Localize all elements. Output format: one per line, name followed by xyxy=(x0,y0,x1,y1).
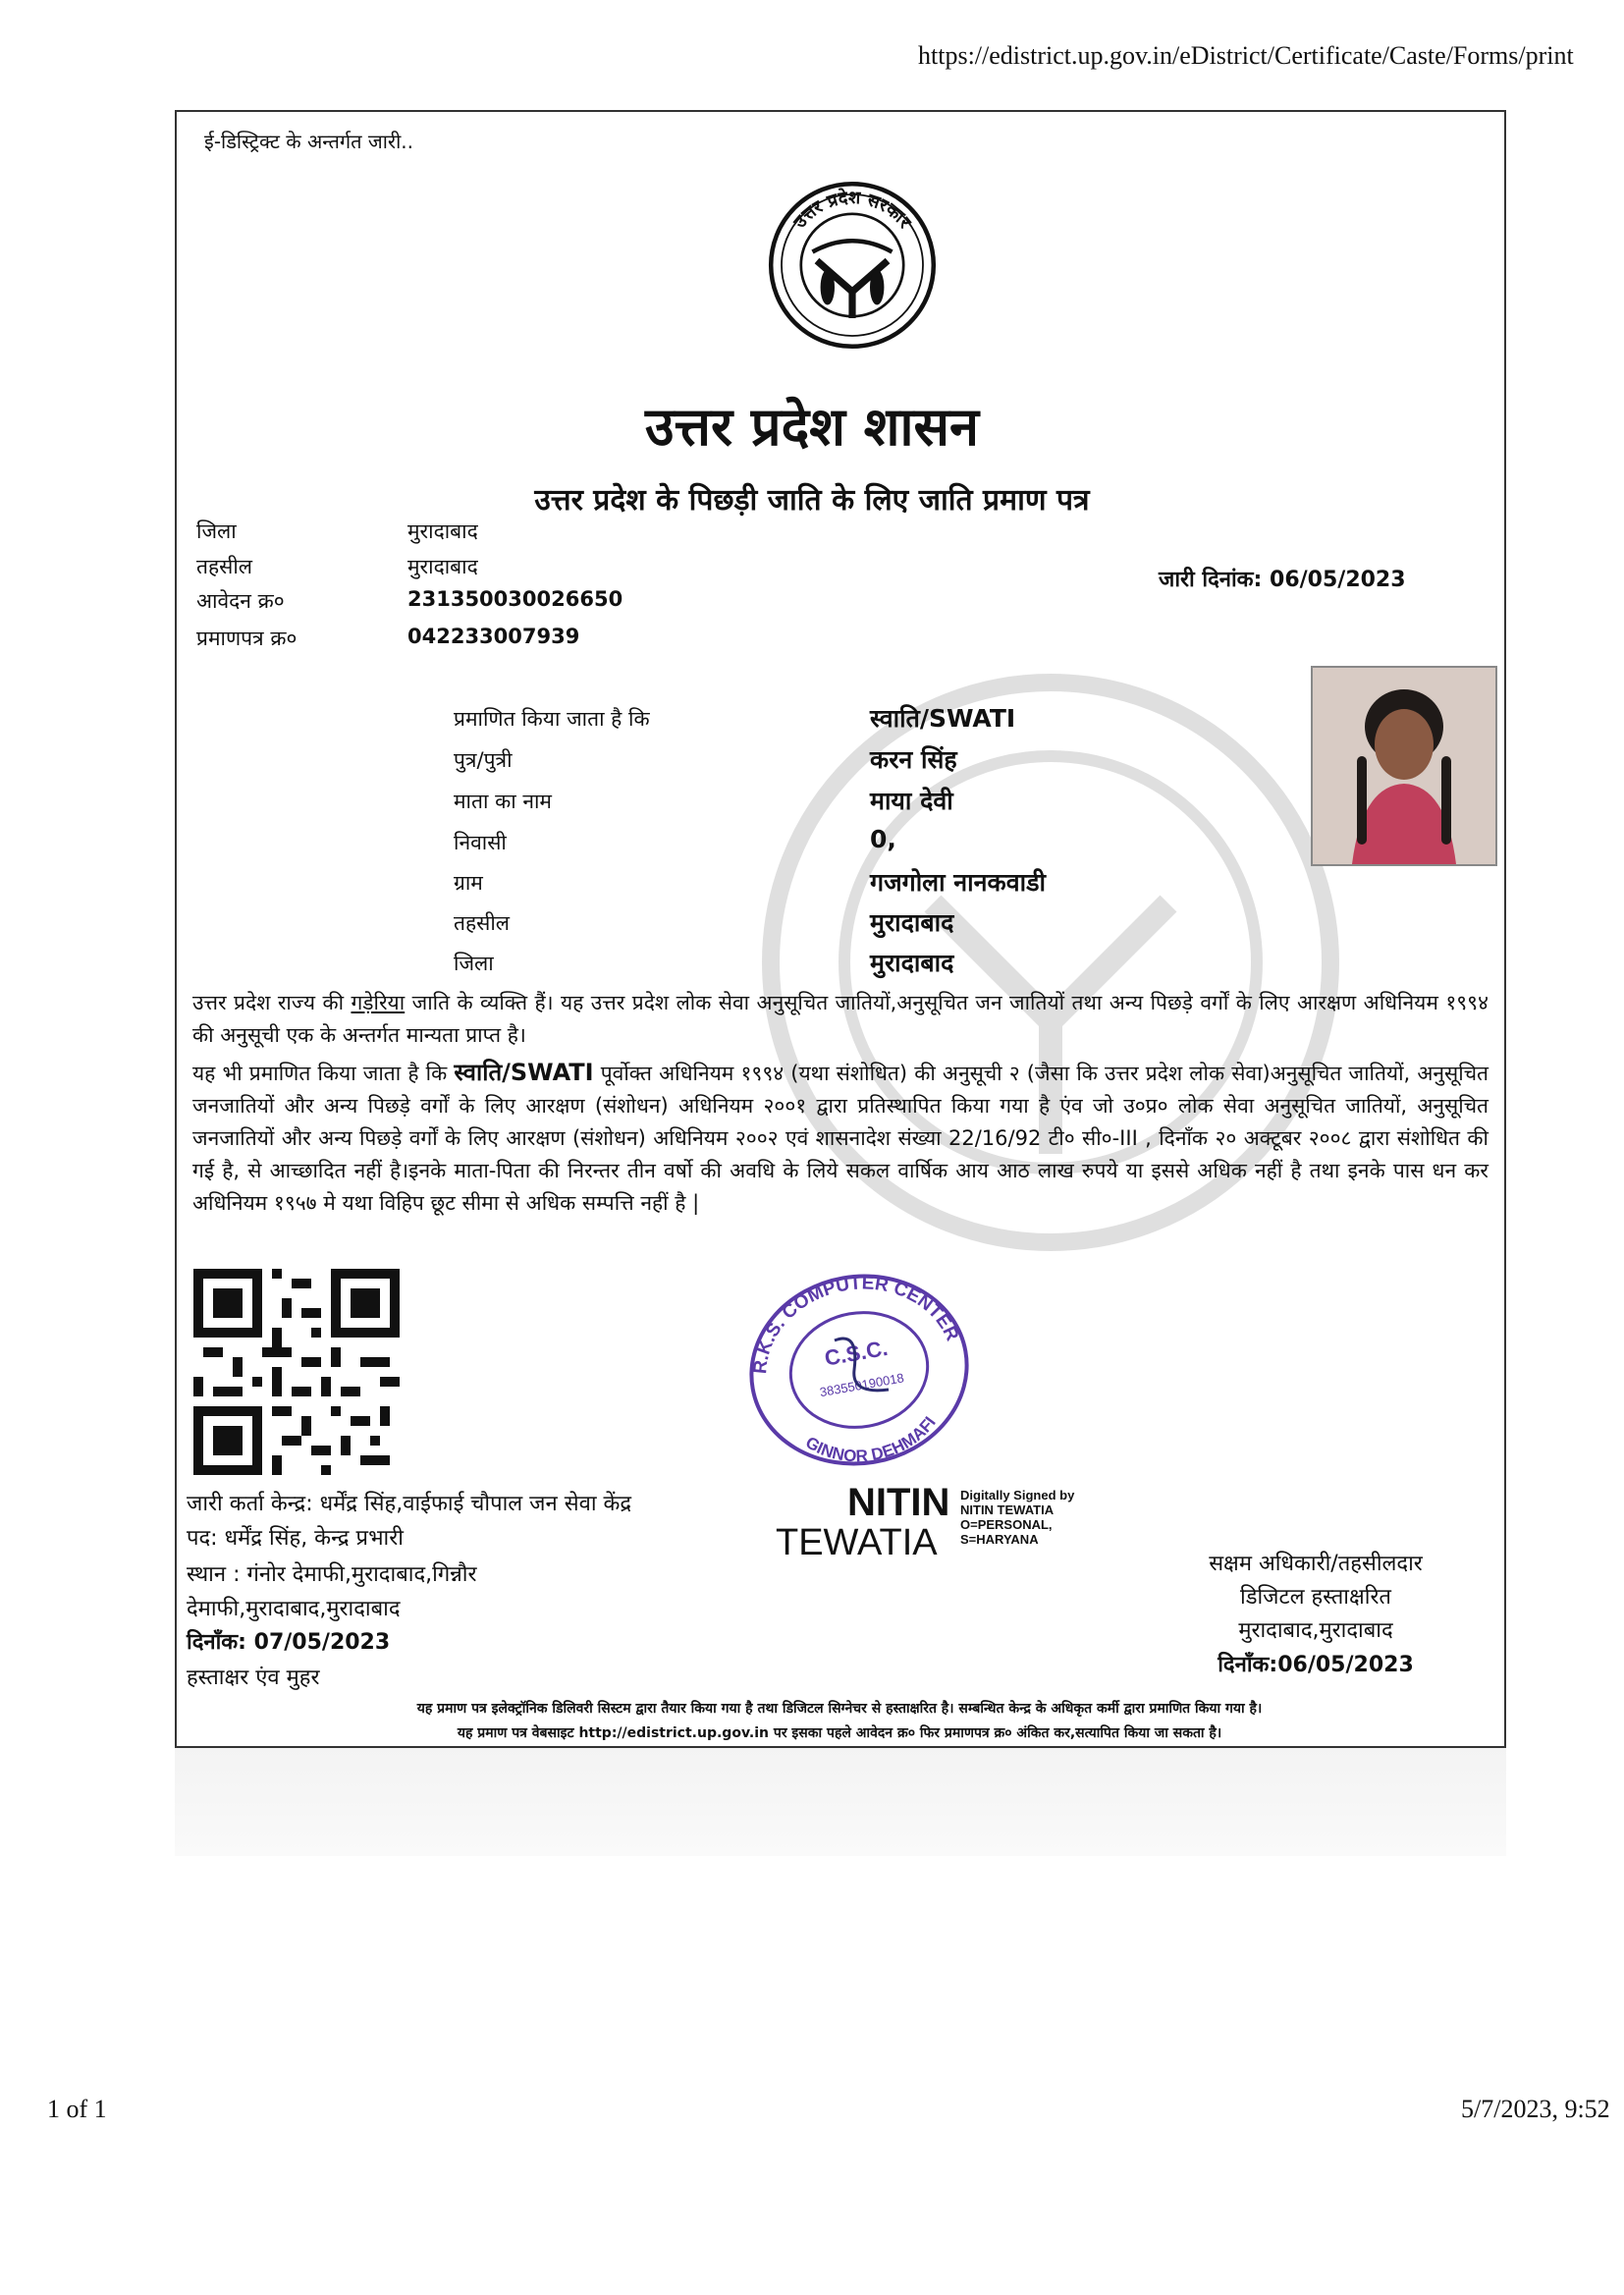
village-label: ग्राम xyxy=(454,871,483,895)
stamp-bottom-text: GINNOR DEHMAFI xyxy=(802,1413,940,1466)
issuer-center: जारी कर्ता केन्द्र: धर्मेंद्र सिंह,वाईफाई चौपाल जन सेवा केंद्र xyxy=(187,1492,632,1516)
caste-paragraph xyxy=(192,987,1489,1052)
certificate-no-label: प्रमाणपत्र क्र० xyxy=(196,627,298,650)
up-government-emblem-icon xyxy=(764,177,941,354)
stamp-top-text: R.K.S. COMPUTER CENTER xyxy=(750,1273,963,1375)
person-district-label: जिला xyxy=(454,952,494,975)
person-tehsil-value: मुरादाबाद xyxy=(870,908,954,937)
issue-date: जारी दिनांक: 06/05/2023 xyxy=(1159,568,1406,592)
tehsil-label: तहसील xyxy=(196,555,252,578)
footer-note-electronic: यह प्रमाण पत्र इलेक्ट्रॉनिक डिलिवरी सिस्टम द्वारा तैयार किया गया है तथा डिजिटल सिग्नेचर से हस्ताक्षरित है। सम्बन्धित केन्द्र के अधिकृत कर्मी द्वारा प्रमाणित किया गया है। xyxy=(416,1701,1263,1717)
person-name: स्वाति/SWATI xyxy=(870,704,1016,733)
para2-post: पूर्वोक्त अधिनियम १९९४ (यथा संशोधित) की अनुसूची २ (जैसा कि उत्तर प्रदेश लोक सेवा)अनुसूचित जातियों, अनुसूचित जनजातियों और अन्य पिछड़े वर्गों के लिए आरक्षण (संशोधन) अधिनियम २००१ द्वारा प्रतिस्थापित किया गया है एंव जो उ०प्र० लोक सेवा अनुसूचित जातियों, अनुसूचित जनजातियों और अन्य पिछड़े वर्गों के लिए आरक्षण (संशोधन) अधिनियम २००२ एवं शासनादेश संख्या 22/16/92 टी० सी०-III , दिनाँक २० अक्टूबर २००८ द्वारा संशोधित की गई है, से आच्छादित नहीं है।इनके माता-पिता की निरन्तर तीन वर्षो की अवधि के लिये सकल वार्षिक आय आठ लाख रुपये या इससे अधिक नहीं है तथा इनके पास धन कर अधिनियम १९५७ मे यथा विहिप छूट सीमा से अधिक सम्पत्ति नहीं है | xyxy=(192,1062,1489,1215)
resident-label: निवासी xyxy=(454,831,507,854)
issuer-date: दिनाँक: 07/05/2023 xyxy=(187,1630,391,1655)
certify-label: प्रमाणित किया जाता है कि xyxy=(454,707,650,731)
page-count: 1 of 1 xyxy=(47,2095,107,2123)
person-photo-icon xyxy=(1313,668,1495,864)
digital-signature-info xyxy=(960,1488,1074,1547)
applicant-photo xyxy=(1311,666,1497,866)
certificate-subheading: उत्तर प्रदेश के पिछड़ी जाति के लिए जाति प्रमाण पत्र xyxy=(534,483,1090,518)
authority-title: सक्षम अधिकारी/तहसीलदार xyxy=(1209,1552,1423,1576)
eligibility-paragraph xyxy=(192,1057,1489,1220)
certificate-heading: उत्तर प्रदेश शासन xyxy=(645,395,979,458)
village-value: गजगोला नानकवाडी xyxy=(870,868,1046,897)
mother-name: माया देवी xyxy=(870,787,953,815)
issuer-place-1: स्थान : गंनोर देमाफी,मुरादाबाद,गिन्नौर xyxy=(187,1562,477,1587)
scan-shadow xyxy=(175,1748,1506,1856)
qr-code-icon xyxy=(193,1269,400,1475)
para1-pre: उत्तर प्रदेश राज्य की xyxy=(192,991,352,1014)
application-no-label: आवेदन क्र० xyxy=(196,589,285,613)
application-no-value: 231350030026650 xyxy=(407,587,623,611)
mother-name-label: माता का नाम xyxy=(454,790,552,813)
resident-value: 0, xyxy=(870,825,896,853)
district-label: जिला xyxy=(196,519,237,543)
issuer-place-2: देमाफी,मुरादाबाद,मुरादाबाद xyxy=(187,1597,401,1621)
csc-stamp-icon xyxy=(741,1262,977,1478)
signer-first-name: NITIN xyxy=(847,1481,950,1524)
sig-line-3: O=PERSONAL, xyxy=(960,1517,1053,1532)
para2-name: स्वाति/SWATI xyxy=(454,1059,594,1086)
caste-name: गड़ेरिया xyxy=(351,991,406,1014)
stamp-code: 383550190018 xyxy=(818,1370,905,1400)
person-tehsil-label: तहसील xyxy=(454,911,510,935)
certificate-no-value: 042233007939 xyxy=(407,625,580,648)
authority-place: मुरादाबाद,मुरादाबाद xyxy=(1238,1618,1393,1643)
father-name: करन सिंह xyxy=(870,745,957,774)
authority-digital: डिजिटल हस्ताक्षरित xyxy=(1240,1585,1391,1610)
print-timestamp: 5/7/2023, 9:52 xyxy=(1461,2095,1610,2123)
son-daughter-label: पुत्र/पुत्री xyxy=(454,748,513,772)
sig-line-4: S=HARYANA xyxy=(960,1532,1039,1547)
issuer-post: पद: धर्मेंद्र सिंह, केन्द्र प्रभारी xyxy=(187,1526,404,1551)
footer-note-verify: यह प्रमाण पत्र वेबसाइट http://edistrict.up.gov.in पर इसका पहले आवेदन क्र० फिर प्रमाणपत्र क्र० अंकित कर,सत्यापित किया जा सकता है। xyxy=(457,1725,1222,1741)
issuer-sign-seal: हस्ताक्षर एंव मुहर xyxy=(187,1666,320,1690)
para2-pre: यह भी प्रमाणित किया जाता है कि xyxy=(192,1062,455,1085)
print-url: https://edistrict.up.gov.in/eDistrict/Certificate/Caste/Forms/print xyxy=(918,41,1574,70)
sig-line-2: NITIN TEWATIA xyxy=(960,1503,1055,1517)
issued-under-edistrict: ई-डिस्ट्रिक्ट के अन्तर्गत जारी.. xyxy=(204,130,413,153)
tehsil-value: मुरादाबाद xyxy=(407,555,478,578)
stamp-center-text: C.S.C. xyxy=(822,1335,891,1371)
sig-line-1: Digitally Signed by xyxy=(960,1488,1075,1503)
authority-date: दिनाँक:06/05/2023 xyxy=(1218,1653,1414,1677)
signer-last-name: TEWATIA xyxy=(776,1522,938,1563)
person-district-value: मुरादाबाद xyxy=(870,949,954,977)
para1-post: जाति के व्यक्ति हैं। यह उत्तर प्रदेश लोक सेवा अनुसूचित जातियों,अनुसूचित जन जातियों तथा अन्य पिछड़े वर्गों के लिए आरक्षण अधिनियम १९९४ की अनुसूची एक के अन्तर्गत मान्यता प्राप्त है। xyxy=(192,991,1489,1047)
emblem-text: उत्तर प्रदेश सरकार xyxy=(789,187,915,233)
district-value: मुरादाबाद xyxy=(407,519,478,543)
